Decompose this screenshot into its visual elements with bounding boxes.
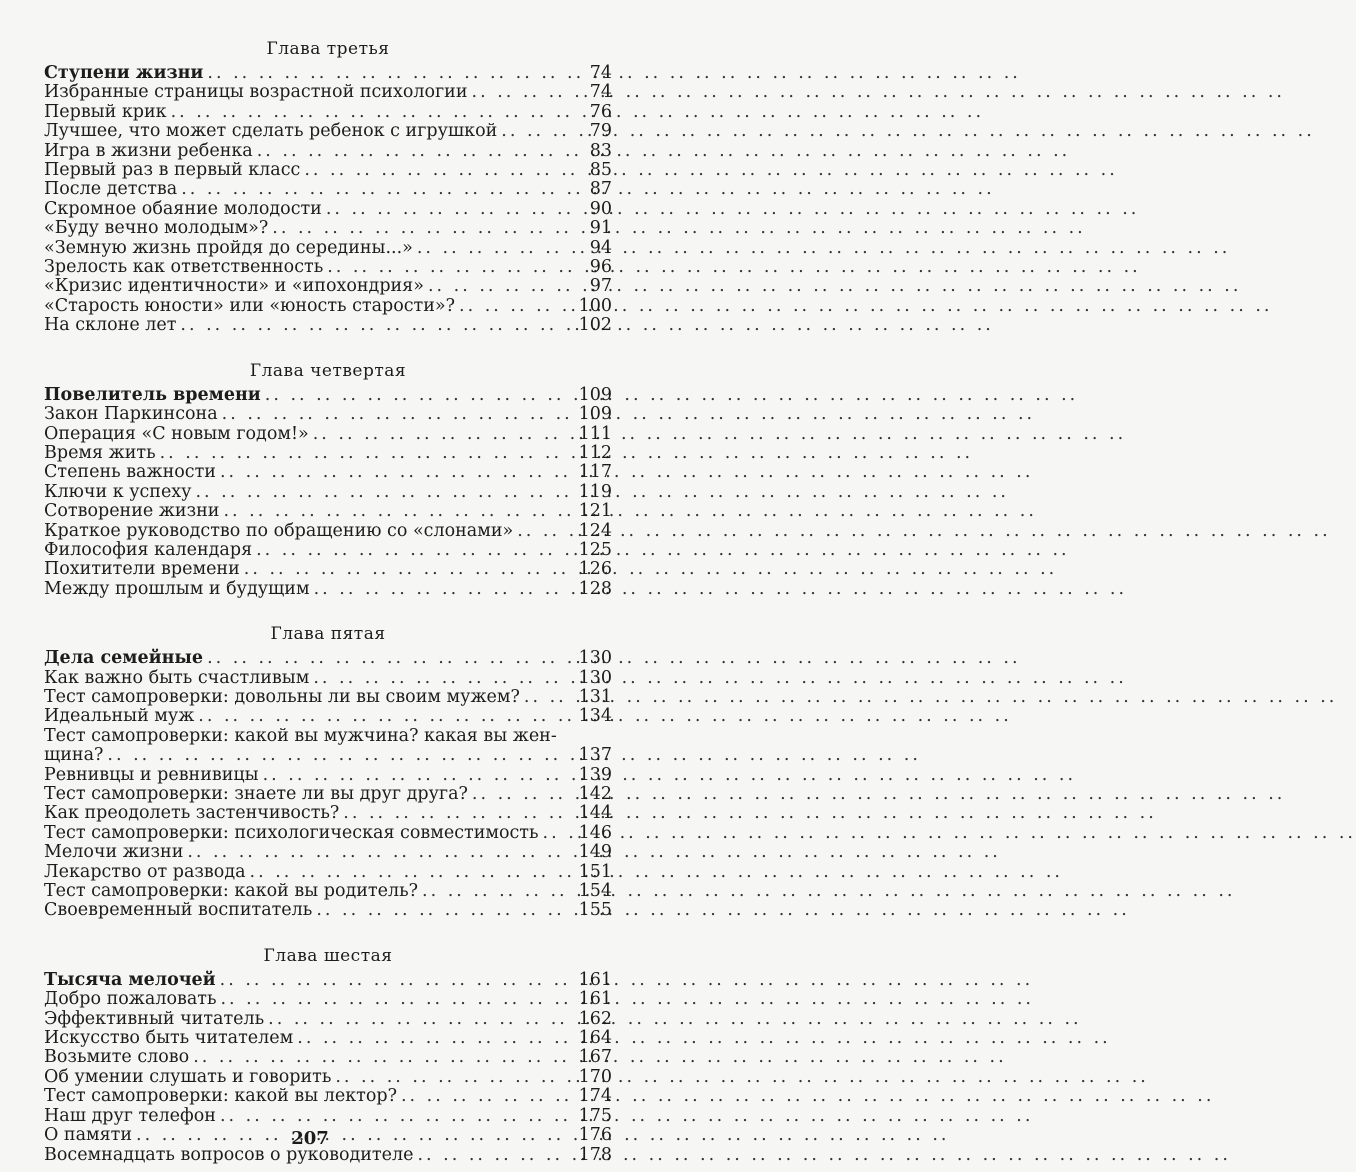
toc-entry	[44, 425, 612, 444]
toc-entry	[44, 785, 612, 804]
chapter-title: Глава третья	[266, 39, 390, 59]
leader-dots	[397, 1087, 575, 1106]
leader-dots	[253, 142, 580, 161]
leader-dots	[183, 843, 574, 862]
toc-entry	[44, 649, 612, 668]
entry-title: Добро пожаловать	[44, 989, 217, 1010]
entry-page: 137	[578, 745, 612, 766]
entry-page: 151	[578, 861, 612, 882]
entry-title: «Земную жизнь пройдя до середины...»	[44, 237, 413, 258]
leader-dots	[177, 180, 580, 199]
leader-dots	[520, 688, 575, 707]
entry-page: 109	[578, 404, 612, 425]
toc-entry	[44, 297, 612, 316]
leader-dots	[176, 316, 574, 335]
entry-title: На склоне лет	[44, 315, 177, 336]
entry-title: Тест самопроверки: довольны ли вы своим мужем?	[44, 686, 520, 707]
entry-title-continued: щина?	[44, 745, 104, 766]
toc-entry	[44, 971, 612, 990]
leader-dots	[259, 766, 575, 785]
leader-dots	[309, 425, 575, 444]
entry-page: 126	[578, 559, 612, 580]
entry-page: 131	[578, 686, 612, 707]
entry-title: Тысяча мелочей	[44, 969, 216, 990]
entry-title: Первый раз в первый класс	[44, 160, 301, 181]
leader-dots	[513, 522, 574, 541]
toc-entry	[44, 386, 612, 405]
entry-page: 149	[578, 842, 612, 863]
entry-page: 176	[578, 1125, 612, 1146]
toc-entry	[44, 502, 612, 521]
leader-dots	[203, 649, 575, 668]
entry-page: 91	[589, 218, 612, 239]
entry-page: 154	[578, 881, 612, 902]
toc-entry	[44, 727, 612, 766]
leader-dots	[216, 1107, 575, 1126]
entry-title: Тест самопроверки: какой вы лектор?	[44, 1086, 397, 1107]
entry-page: 146	[578, 822, 612, 843]
leader-dots	[191, 483, 574, 502]
toc-entry	[44, 882, 612, 901]
entry-title: После детства	[44, 179, 178, 200]
leader-dots	[309, 669, 574, 688]
leader-dots	[216, 990, 574, 1009]
leader-dots	[240, 560, 575, 579]
entry-title: Наш друг телефон	[44, 1105, 216, 1126]
chapter-title: Глава пятая	[270, 624, 386, 645]
entry-title: Тест самопроверки: какой вы мужчина? какая вы жен-	[44, 725, 557, 746]
entry-title: Повелитель времени	[44, 384, 261, 405]
toc-entry	[44, 258, 612, 277]
leader-dots	[246, 863, 575, 882]
toc-entry	[44, 522, 612, 541]
entry-page: 79	[589, 121, 612, 142]
entry-page: 164	[578, 1028, 612, 1049]
leader-dots	[468, 785, 575, 804]
entry-title: Восемнадцать вопросов о руководителе	[44, 1144, 414, 1165]
entry-title: Как преодолеть застенчивость?	[44, 803, 340, 824]
entry-title: Между прошлым и будущим	[44, 578, 310, 599]
entry-title: О памяти	[44, 1125, 133, 1146]
toc-entry	[44, 316, 612, 335]
page-number: 207	[291, 1128, 329, 1149]
leader-dots	[539, 824, 575, 843]
leader-dots	[323, 258, 580, 277]
toc-entry	[44, 707, 612, 726]
entry-page: 111	[578, 423, 612, 444]
toc-entry	[44, 1048, 612, 1067]
entry-page: 161	[578, 969, 612, 990]
leader-dots	[312, 901, 574, 920]
entry-page: 94	[589, 237, 612, 258]
leader-dots	[252, 541, 574, 560]
toc-entry	[44, 688, 612, 707]
leader-dots	[219, 502, 574, 521]
leader-dots	[268, 219, 580, 238]
toc-entry	[44, 200, 612, 219]
toc-entry	[44, 901, 612, 920]
toc-entry	[44, 824, 612, 843]
toc-entry	[44, 1068, 612, 1087]
entry-page: 130	[578, 667, 612, 688]
entry-title: Дела семейные	[44, 648, 204, 669]
entry-page: 112	[578, 442, 612, 463]
toc-entry	[44, 560, 612, 579]
leader-dots	[167, 103, 580, 122]
entry-title: Мелочи жизни	[44, 842, 184, 863]
leader-dots	[468, 83, 580, 102]
entry-page: 97	[589, 276, 612, 297]
entry-title: Философия календаря	[44, 539, 253, 560]
leader-dots	[216, 463, 575, 482]
entry-title: Как важно быть счастливым	[44, 667, 310, 688]
toc-entry	[44, 142, 612, 161]
toc-entry	[44, 161, 612, 180]
entry-page: 130	[578, 648, 612, 669]
toc-entry	[44, 83, 612, 102]
toc-entry	[44, 1087, 612, 1106]
entry-title: Краткое руководство по обращению со «слонами»	[44, 520, 514, 541]
leader-dots	[264, 1010, 574, 1029]
toc-entry	[44, 277, 612, 296]
entry-page: 109	[578, 384, 612, 405]
toc-entry	[44, 843, 612, 862]
entry-page: 121	[578, 501, 612, 522]
entry-title: Первый крик	[44, 101, 167, 122]
leader-dots	[339, 804, 574, 823]
leader-dots	[103, 746, 574, 765]
chapter-4	[44, 360, 612, 599]
entry-title: Лекарство от развода	[44, 861, 246, 882]
entry-title: Тест самопроверки: знаете ли вы друг друга?	[44, 784, 468, 804]
entry-page: 87	[589, 179, 612, 200]
leader-dots	[497, 122, 580, 141]
entry-title: Своевременный воспитатель	[44, 900, 313, 921]
entry-page: 74	[589, 82, 612, 103]
toc-entry	[44, 180, 612, 199]
entry-page: 144	[578, 803, 612, 824]
leader-dots	[310, 580, 575, 599]
toc-entry	[44, 444, 612, 463]
toc-entry	[44, 103, 612, 122]
leader-dots	[300, 161, 580, 180]
entry-page: 134	[578, 706, 612, 727]
entry-title: «Кризис идентичности» и «ипохондрия»	[44, 276, 424, 297]
entry-title: Об умении слушать и говорить	[44, 1066, 332, 1087]
entry-title: Возьмите слово	[44, 1047, 190, 1068]
leader-dots	[189, 1048, 574, 1067]
entry-page: 139	[578, 764, 612, 785]
entry-title: Сотворение жизни	[44, 501, 220, 522]
entry-title: Эффективный читатель	[44, 1008, 265, 1029]
leader-dots	[331, 1068, 574, 1087]
entry-page: 162	[578, 1008, 612, 1029]
entry-page: 175	[578, 1105, 612, 1126]
entry-page: 117	[578, 462, 612, 483]
toc-entry	[44, 541, 612, 560]
entry-page: 167	[578, 1047, 612, 1068]
entry-title: Степень важности	[44, 462, 216, 483]
entry-page: 96	[589, 257, 612, 278]
entry-page: 85	[589, 160, 612, 181]
entry-title: Операция «С новым годом!»	[44, 423, 309, 444]
leader-dots	[194, 707, 574, 726]
entry-page: 161	[578, 989, 612, 1010]
entry-page: 170	[578, 1066, 612, 1087]
leader-dots	[261, 386, 575, 405]
entry-page: 155	[578, 900, 612, 921]
entry-continuation	[44, 746, 612, 765]
entry-title: Скромное обаяние молодости	[44, 198, 322, 219]
entry-title: Тест самопроверки: психологическая совместимость	[44, 822, 539, 843]
toc-entry	[44, 804, 612, 823]
entry-title: «Буду вечно молодым»?	[44, 218, 269, 239]
entry-title: Ключи к успеху	[44, 481, 192, 502]
chapter-title: Глава шестая	[263, 945, 393, 966]
leader-dots	[455, 297, 575, 316]
entry-page: 74	[589, 63, 612, 83]
entry-page: 102	[578, 315, 612, 336]
toc-entry	[44, 1107, 612, 1126]
toc-entry	[44, 766, 612, 785]
entry-title: Избранные страницы возрастной психологии	[44, 82, 468, 103]
entry-title: Время жить	[44, 442, 156, 463]
entry-title: Искусство быть читателем	[44, 1028, 294, 1049]
toc-entry	[44, 580, 612, 599]
leader-dots	[293, 1029, 574, 1048]
toc-entry	[44, 990, 612, 1009]
toc-entry	[44, 64, 612, 83]
entry-title: Игра в жизни ребенка	[44, 140, 253, 161]
entry-page: 128	[578, 578, 612, 599]
chapter-3	[44, 38, 612, 336]
entry-title: Идеальный муж	[44, 706, 195, 727]
toc-entry	[44, 1010, 612, 1029]
leader-dots	[218, 405, 575, 424]
entry-page: 119	[578, 481, 612, 502]
entry-title: Ревнивцы и ревнивицы	[44, 764, 259, 785]
table-of-contents	[44, 38, 612, 1165]
entry-title: Похитители времени	[44, 559, 240, 580]
leader-dots	[418, 882, 575, 901]
chapter-title: Глава четвертая	[249, 360, 407, 381]
leader-dots	[413, 239, 580, 258]
toc-entry	[44, 483, 612, 502]
leader-dots	[156, 444, 575, 463]
entry-title: Лучшее, что может сделать ребенок с игрушкой	[44, 121, 498, 142]
entry-page: 124	[578, 520, 612, 541]
entry-page: 76	[589, 101, 612, 122]
entry-page: 142	[578, 784, 612, 804]
entry-title: «Старость юности» или «юность старости»?	[44, 295, 455, 316]
leader-dots	[203, 64, 580, 83]
toc-entry	[44, 219, 612, 238]
entry-page: 174	[578, 1086, 612, 1107]
toc-entry	[44, 405, 612, 424]
entry-title: Ступени жизни	[44, 63, 204, 83]
entry-page: 178	[578, 1144, 612, 1165]
toc-entry	[44, 863, 612, 882]
leader-dots	[322, 200, 580, 219]
entry-page: 125	[578, 539, 612, 560]
entry-title: Зрелость как ответственность	[44, 257, 324, 278]
toc-entry	[44, 669, 612, 688]
entry-page: 100	[578, 295, 612, 316]
toc-entry	[44, 122, 612, 141]
entry-title: Закон Паркинсона	[44, 404, 218, 425]
chapter-5	[44, 623, 612, 921]
leader-dots	[216, 971, 575, 990]
leader-dots	[424, 277, 580, 296]
entry-page: 83	[589, 140, 612, 161]
toc-entry	[44, 239, 612, 258]
entry-page: 90	[589, 198, 612, 219]
toc-entry	[44, 463, 612, 482]
toc-entry	[44, 1029, 612, 1048]
entry-title: Тест самопроверки: какой вы родитель?	[44, 881, 418, 902]
